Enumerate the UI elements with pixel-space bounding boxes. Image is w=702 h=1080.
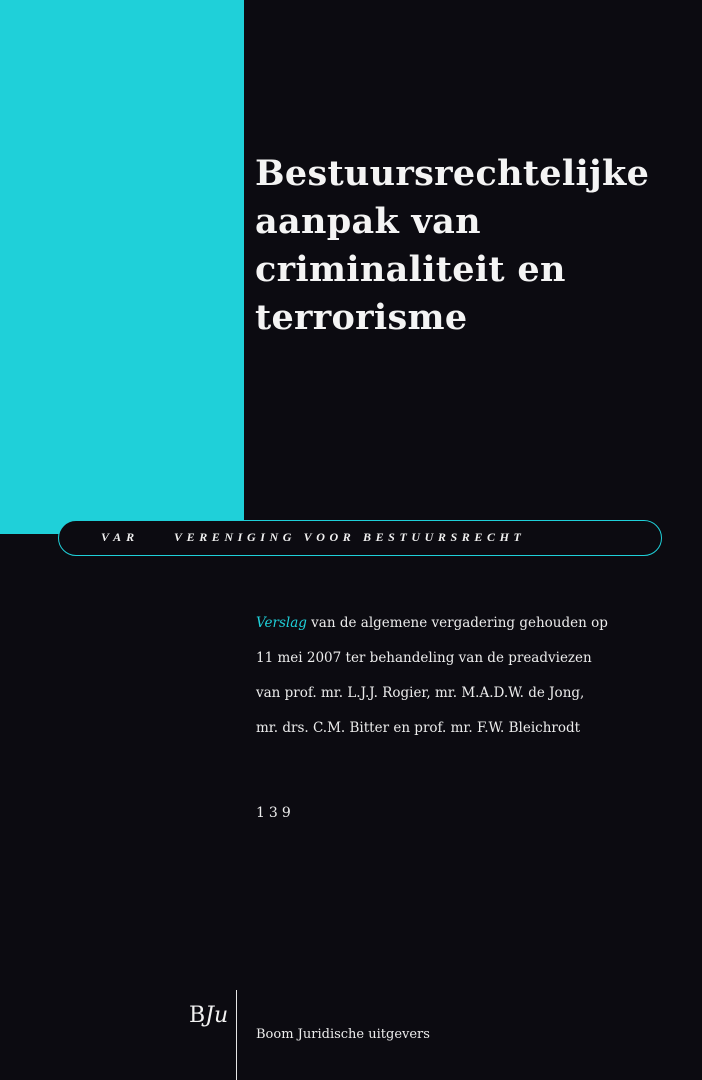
title-line-4: terrorisme [255,297,468,338]
description-line-2: 11 mei 2007 ter behandeling van de preadviezen [256,650,592,666]
report-description [256,606,696,746]
title-line-2: aanpak van [255,201,481,242]
publisher-logo-ju: Ju [205,1003,229,1028]
association-banner [58,520,662,556]
book-title [255,150,695,342]
series-number: 139 [256,805,295,821]
description-line-1-text: van de algemene vergadering gehouden op [306,615,608,631]
report-type-label: Verslag [256,615,307,631]
title-line-1: Bestuursrechtelijke [255,153,650,194]
association-name: VERENIGING VOOR BESTUURSRECHT [174,530,526,544]
title-line-3: criminaliteit en [255,249,566,290]
association-abbreviation: VAR [101,530,140,544]
description-line-4: mr. drs. C.M. Bitter en prof. mr. F.W. Bleichrodt [256,720,581,736]
description-line-3: van prof. mr. L.J.J. Rogier, mr. M.A.D.W. de Jong, [256,685,585,701]
publisher-name: Boom Juridische uitgevers [256,1027,430,1042]
description-line-1 [256,606,696,641]
cyan-color-block [0,0,244,534]
publisher-logo-b: B [189,1003,206,1028]
publisher-logo [189,1003,228,1028]
publisher-divider [236,990,237,1080]
